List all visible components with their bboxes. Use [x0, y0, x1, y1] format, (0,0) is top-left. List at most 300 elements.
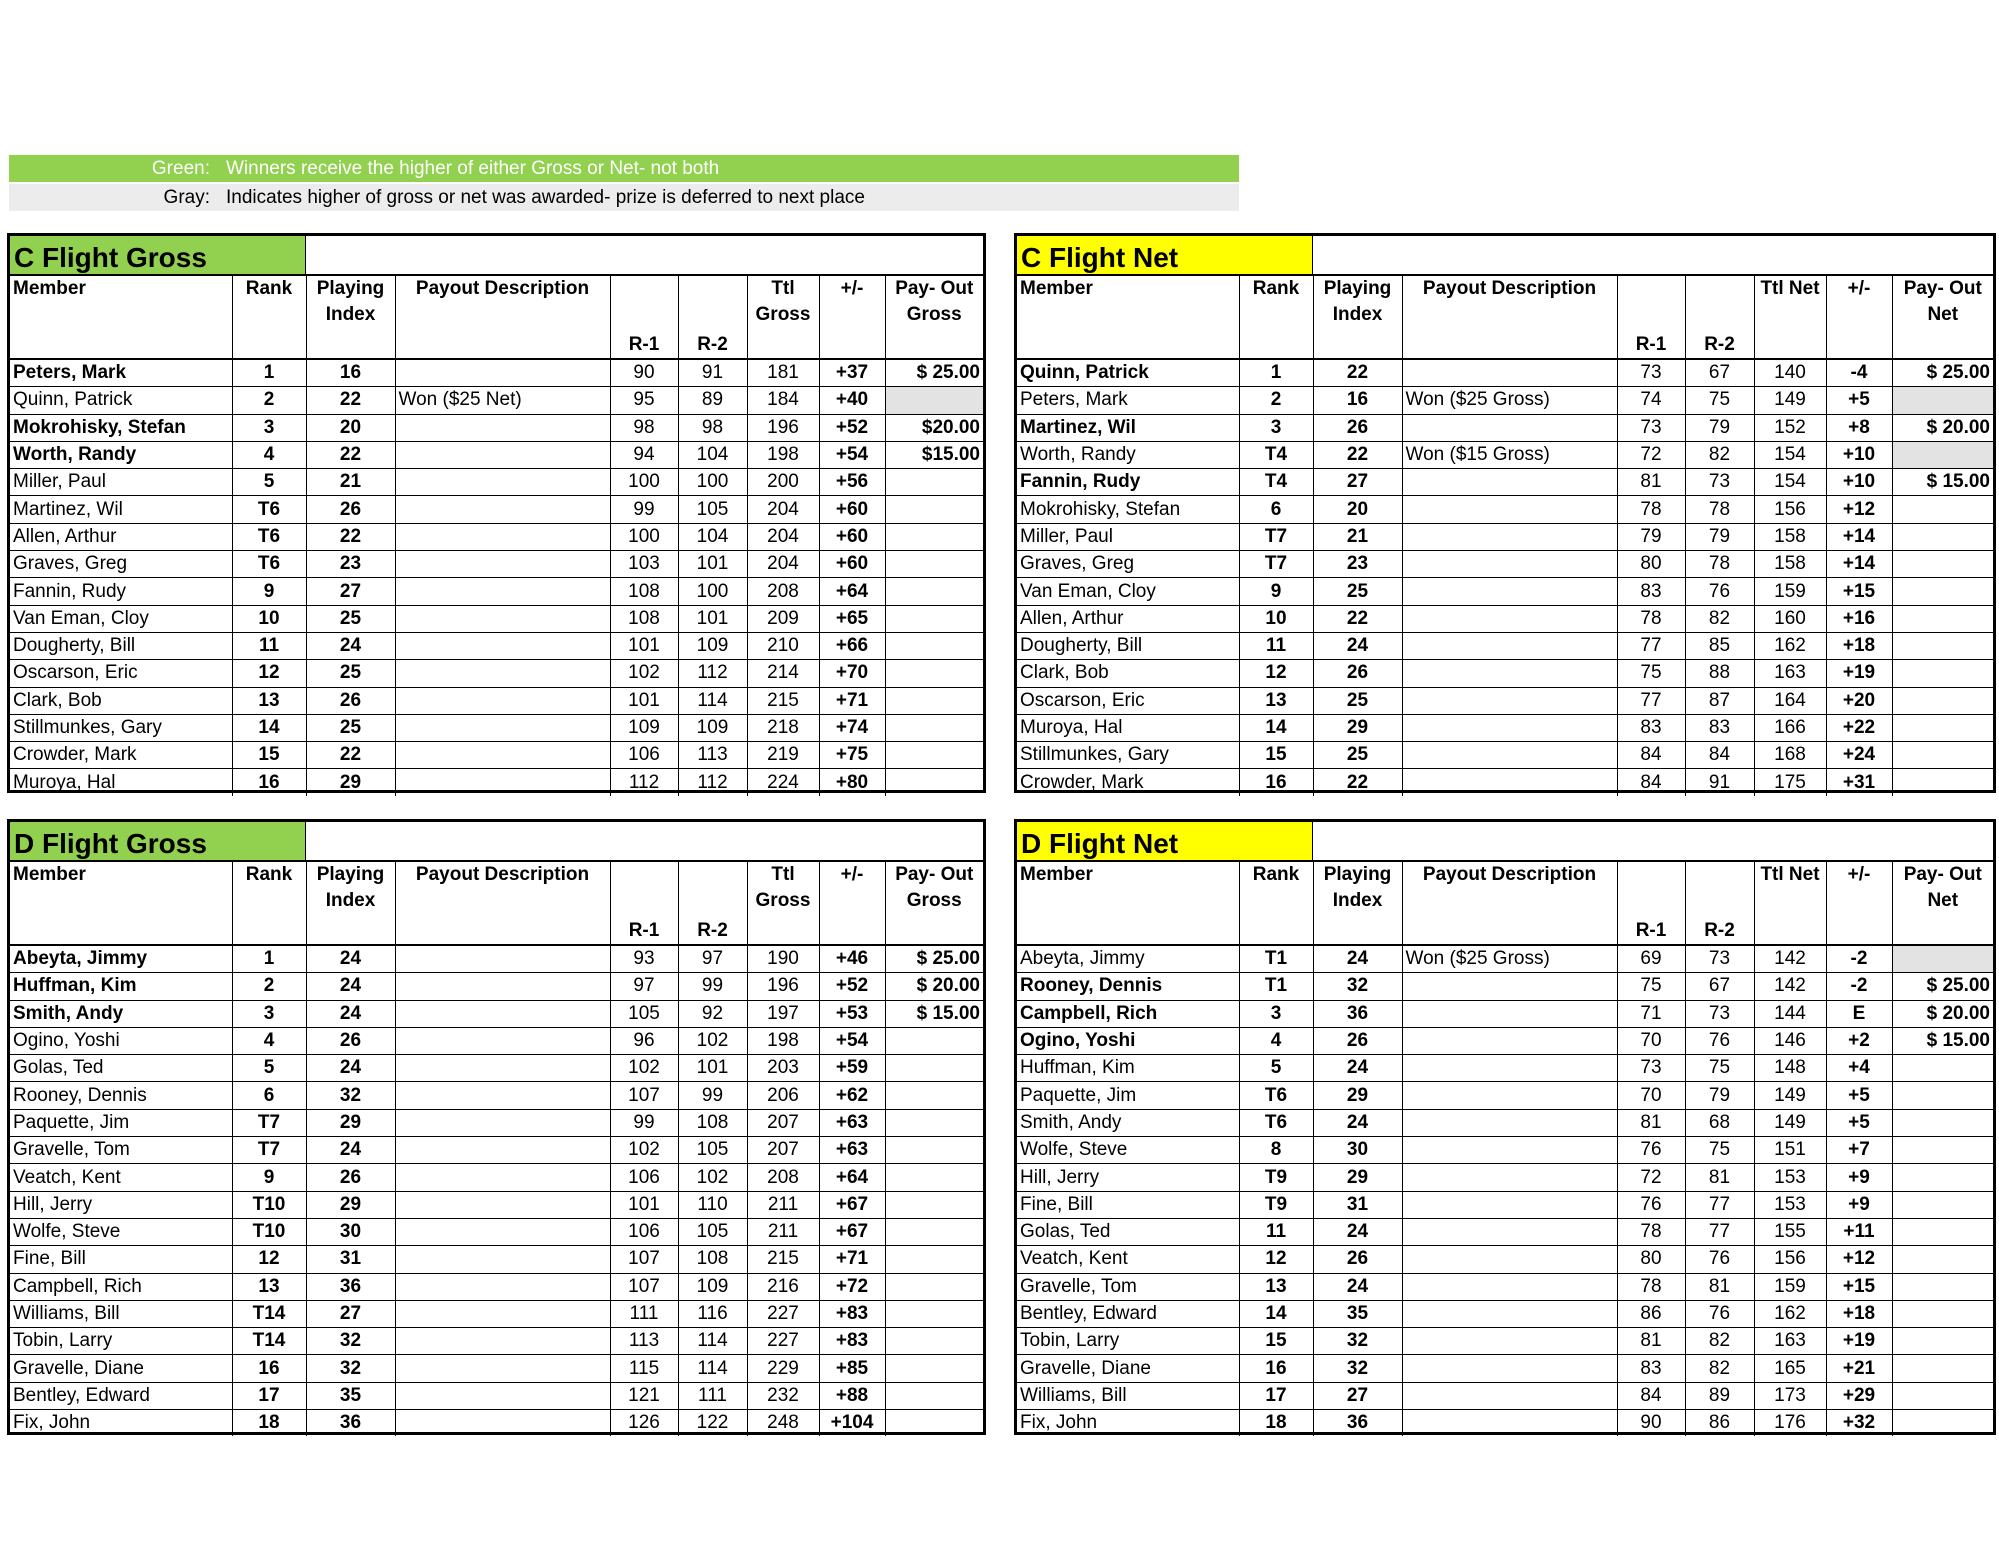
member-cell: Stillmunkes, Gary — [1017, 742, 1239, 769]
plus-minus-cell: +83 — [819, 1328, 885, 1355]
r1-cell: 76 — [1617, 1137, 1685, 1164]
r2-cell: 88 — [1685, 660, 1754, 687]
r2-cell: 67 — [1685, 973, 1754, 1000]
playing-index-cell: 26 — [1313, 1027, 1402, 1054]
playing-index-cell: 32 — [306, 1082, 395, 1109]
member-cell: Fix, John — [1017, 1410, 1239, 1437]
table-row — [10, 1000, 983, 1027]
total-cell: 165 — [1754, 1355, 1826, 1382]
plus-minus-cell: +63 — [819, 1137, 885, 1164]
member-cell: Huffman, Kim — [1017, 1055, 1239, 1082]
table-row — [10, 769, 983, 796]
legend-green-key: Green: — [151, 157, 210, 179]
payout-description-cell — [1402, 1246, 1617, 1273]
playing-index-cell: 24 — [306, 1000, 395, 1027]
payout-cell — [885, 1055, 983, 1082]
plus-minus-cell: +80 — [819, 769, 885, 796]
member-cell: Dougherty, Bill — [10, 632, 232, 659]
r2-header-label: R-2 — [697, 334, 728, 355]
r2-cell: 108 — [678, 1246, 747, 1273]
rank-header: Rank — [1239, 862, 1313, 945]
member-cell: Gravelle, Diane — [1017, 1355, 1239, 1382]
total-cell: 207 — [747, 1109, 819, 1136]
r1-cell: 97 — [610, 973, 678, 1000]
payout-description-cell — [1402, 1027, 1617, 1054]
total-header: Ttl Gross — [747, 862, 819, 945]
playing-index-cell: 23 — [306, 551, 395, 578]
member-cell: Golas, Ted — [1017, 1218, 1239, 1245]
d-flight-gross-table — [7, 819, 986, 1435]
playing-index-cell: 22 — [1313, 359, 1402, 387]
payout-cell — [885, 1109, 983, 1136]
table-row — [1017, 1218, 1993, 1245]
playing-index-cell: 32 — [306, 1355, 395, 1382]
member-cell: Oscarson, Eric — [1017, 687, 1239, 714]
rank-cell: T9 — [1239, 1191, 1313, 1218]
payout-cell — [1892, 1273, 1993, 1300]
r1-cell: 72 — [1617, 1164, 1685, 1191]
playing-index-header: Playing Index — [1313, 862, 1402, 945]
r2-cell: 109 — [678, 714, 747, 741]
table-row — [1017, 1082, 1993, 1109]
playing-index-header: Playing Index — [306, 276, 395, 359]
r1-header — [610, 276, 678, 359]
payout-cell — [885, 605, 983, 632]
rank-cell: 13 — [1239, 687, 1313, 714]
total-cell: 159 — [1754, 1273, 1826, 1300]
table-row — [10, 605, 983, 632]
total-cell: 154 — [1754, 469, 1826, 496]
payout-cell — [1892, 1300, 1993, 1327]
payout-cell — [1892, 742, 1993, 769]
r1-cell: 90 — [610, 359, 678, 387]
table-row — [10, 496, 983, 523]
table-row — [10, 551, 983, 578]
payout-cell — [885, 1218, 983, 1245]
member-cell: Golas, Ted — [10, 1055, 232, 1082]
table-row — [10, 1055, 983, 1082]
total-cell: 148 — [1754, 1055, 1826, 1082]
plus-minus-header: +/- — [819, 862, 885, 945]
plus-minus-header: +/- — [819, 276, 885, 359]
table-row — [10, 1328, 983, 1355]
total-cell: 204 — [747, 551, 819, 578]
rank-cell: T14 — [232, 1328, 306, 1355]
playing-index-cell: 25 — [1313, 578, 1402, 605]
member-cell: Miller, Paul — [10, 469, 232, 496]
plus-minus-cell: +74 — [819, 714, 885, 741]
r1-cell: 84 — [1617, 1382, 1685, 1409]
rank-cell: 12 — [232, 1246, 306, 1273]
payout-cell — [885, 1355, 983, 1382]
payout-cell — [1892, 945, 1993, 973]
payout-description-cell — [1402, 551, 1617, 578]
r1-cell: 107 — [610, 1246, 678, 1273]
plus-minus-header: +/- — [1826, 862, 1892, 945]
rank-cell: 3 — [1239, 414, 1313, 441]
rank-cell: 18 — [232, 1410, 306, 1437]
playing-index-cell: 21 — [1313, 523, 1402, 550]
rank-cell: 17 — [232, 1382, 306, 1409]
table-row — [1017, 973, 1993, 1000]
payout-description-cell — [395, 359, 610, 387]
r1-cell: 96 — [610, 1027, 678, 1054]
r1-cell: 70 — [1617, 1027, 1685, 1054]
rank-cell: 11 — [1239, 632, 1313, 659]
member-cell: Bentley, Edward — [10, 1382, 232, 1409]
total-cell: 206 — [747, 1082, 819, 1109]
total-cell: 162 — [1754, 632, 1826, 659]
r2-cell: 100 — [678, 469, 747, 496]
flight-title: C Flight Gross — [10, 236, 306, 274]
payout-header: Pay- Out Gross — [885, 862, 983, 945]
rank-cell: 3 — [232, 414, 306, 441]
plus-minus-cell: +70 — [819, 660, 885, 687]
total-cell: 229 — [747, 1355, 819, 1382]
payout-description-cell — [395, 1082, 610, 1109]
r1-cell: 94 — [610, 441, 678, 468]
r2-cell: 116 — [678, 1300, 747, 1327]
playing-index-cell: 21 — [306, 469, 395, 496]
payout-description-cell: Won ($15 Gross) — [1402, 441, 1617, 468]
r1-cell: 111 — [610, 1300, 678, 1327]
r1-cell: 126 — [610, 1410, 678, 1437]
r2-header — [1685, 276, 1754, 359]
plus-minus-cell: +54 — [819, 1027, 885, 1054]
rank-cell: 14 — [1239, 714, 1313, 741]
r1-cell: 76 — [1617, 1191, 1685, 1218]
flight-title: D Flight Gross — [10, 822, 306, 860]
member-cell: Crowder, Mark — [1017, 769, 1239, 796]
total-cell: 215 — [747, 1246, 819, 1273]
member-cell: Ogino, Yoshi — [10, 1027, 232, 1054]
r2-header — [678, 862, 747, 945]
total-cell: 208 — [747, 1164, 819, 1191]
r2-cell: 97 — [678, 945, 747, 973]
rank-cell: T1 — [1239, 973, 1313, 1000]
payout-cell: $ 25.00 — [885, 945, 983, 973]
playing-index-cell: 29 — [1313, 1082, 1402, 1109]
payout-description-cell — [1402, 687, 1617, 714]
r2-cell: 100 — [678, 578, 747, 605]
r1-cell: 102 — [610, 1137, 678, 1164]
payout-cell: $ 15.00 — [885, 1000, 983, 1027]
payout-cell — [1892, 523, 1993, 550]
r2-cell: 77 — [1685, 1191, 1754, 1218]
member-cell: Van Eman, Cloy — [10, 605, 232, 632]
rank-cell: 10 — [232, 605, 306, 632]
member-cell: Gravelle, Diane — [10, 1355, 232, 1382]
r2-cell: 85 — [1685, 632, 1754, 659]
table-row — [1017, 1328, 1993, 1355]
r1-header — [1617, 276, 1685, 359]
r2-cell: 75 — [1685, 1137, 1754, 1164]
plus-minus-cell: +66 — [819, 632, 885, 659]
playing-index-cell: 32 — [1313, 1355, 1402, 1382]
r2-cell: 101 — [678, 1055, 747, 1082]
total-cell: 142 — [1754, 945, 1826, 973]
plus-minus-cell: +18 — [1826, 1300, 1892, 1327]
playing-index-cell: 30 — [1313, 1137, 1402, 1164]
r1-cell: 108 — [610, 605, 678, 632]
playing-index-header: Playing Index — [306, 862, 395, 945]
rank-cell: 8 — [1239, 1137, 1313, 1164]
member-cell: Peters, Mark — [1017, 387, 1239, 414]
payout-cell — [885, 1082, 983, 1109]
r2-cell: 114 — [678, 1355, 747, 1382]
member-cell: Veatch, Kent — [1017, 1246, 1239, 1273]
r1-cell: 121 — [610, 1382, 678, 1409]
playing-index-cell: 36 — [306, 1273, 395, 1300]
playing-index-cell: 25 — [306, 714, 395, 741]
table-row — [1017, 578, 1993, 605]
rank-cell: 14 — [232, 714, 306, 741]
r2-cell: 73 — [1685, 1000, 1754, 1027]
payout-description-cell — [395, 1055, 610, 1082]
r2-cell: 102 — [678, 1164, 747, 1191]
total-cell: 198 — [747, 441, 819, 468]
playing-index-cell: 26 — [306, 1027, 395, 1054]
r2-cell: 82 — [1685, 605, 1754, 632]
playing-index-cell: 24 — [306, 973, 395, 1000]
legend — [9, 155, 1239, 211]
member-cell: Smith, Andy — [10, 1000, 232, 1027]
payout-cell — [885, 1382, 983, 1409]
r2-cell: 104 — [678, 523, 747, 550]
total-cell: 163 — [1754, 660, 1826, 687]
playing-index-cell: 29 — [1313, 714, 1402, 741]
rank-header: Rank — [1239, 276, 1313, 359]
payout-description-cell — [395, 687, 610, 714]
table-row — [1017, 742, 1993, 769]
r2-cell: 84 — [1685, 742, 1754, 769]
total-cell: 142 — [1754, 973, 1826, 1000]
rank-cell: 13 — [232, 1273, 306, 1300]
payout-cell — [885, 1300, 983, 1327]
r2-cell: 99 — [678, 973, 747, 1000]
r2-cell: 101 — [678, 551, 747, 578]
playing-index-cell: 24 — [1313, 1218, 1402, 1245]
playing-index-cell: 27 — [1313, 1382, 1402, 1409]
plus-minus-cell: +14 — [1826, 551, 1892, 578]
payout-cell — [1892, 387, 1993, 414]
total-cell: 140 — [1754, 359, 1826, 387]
playing-index-cell: 23 — [1313, 551, 1402, 578]
payout-description-cell — [1402, 1109, 1617, 1136]
r2-cell: 82 — [1685, 1355, 1754, 1382]
d-flight-net-table — [1014, 819, 1996, 1435]
playing-index-cell: 22 — [306, 441, 395, 468]
plus-minus-cell: +29 — [1826, 1382, 1892, 1409]
member-cell: Campbell, Rich — [10, 1273, 232, 1300]
payout-cell — [885, 714, 983, 741]
plus-minus-cell: +21 — [1826, 1355, 1892, 1382]
table-row — [1017, 1055, 1993, 1082]
payout-cell — [1892, 1191, 1993, 1218]
plus-minus-cell: +37 — [819, 359, 885, 387]
total-cell: 208 — [747, 578, 819, 605]
r1-cell: 78 — [1617, 1273, 1685, 1300]
playing-index-cell: 36 — [1313, 1000, 1402, 1027]
r2-cell: 109 — [678, 1273, 747, 1300]
table-row — [10, 1137, 983, 1164]
payout-description-cell — [395, 496, 610, 523]
playing-index-cell: 20 — [306, 414, 395, 441]
payout-description-cell — [395, 632, 610, 659]
member-cell: Hill, Jerry — [10, 1191, 232, 1218]
r1-cell: 90 — [1617, 1410, 1685, 1437]
playing-index-cell: 24 — [1313, 1055, 1402, 1082]
r1-cell: 106 — [610, 1218, 678, 1245]
r2-cell: 82 — [1685, 441, 1754, 468]
table-row — [1017, 1300, 1993, 1327]
payout-description-cell — [1402, 1273, 1617, 1300]
r1-header-label: R-1 — [1635, 334, 1667, 355]
playing-index-cell: 26 — [306, 687, 395, 714]
member-cell: Dougherty, Bill — [1017, 632, 1239, 659]
rank-cell: 12 — [232, 660, 306, 687]
total-cell: 158 — [1754, 523, 1826, 550]
total-cell: 151 — [1754, 1137, 1826, 1164]
playing-index-cell: 26 — [306, 1164, 395, 1191]
payout-description-cell — [1402, 769, 1617, 796]
member-cell: Fix, John — [10, 1410, 232, 1437]
r1-cell: 112 — [610, 769, 678, 796]
rank-cell: T10 — [232, 1218, 306, 1245]
member-cell: Wolfe, Steve — [1017, 1137, 1239, 1164]
payout-cell — [885, 769, 983, 796]
r1-cell: 84 — [1617, 769, 1685, 796]
payout-description-cell — [1402, 1082, 1617, 1109]
plus-minus-cell: +60 — [819, 496, 885, 523]
total-cell: 158 — [1754, 551, 1826, 578]
payout-cell — [885, 1137, 983, 1164]
playing-index-cell: 35 — [1313, 1300, 1402, 1327]
r1-cell: 115 — [610, 1355, 678, 1382]
legend-gray-text: Indicates higher of gross or net was awarded- prize is deferred to next place — [226, 186, 865, 208]
rank-cell: 15 — [232, 742, 306, 769]
plus-minus-cell: +16 — [1826, 605, 1892, 632]
plus-minus-cell: +5 — [1826, 1082, 1892, 1109]
total-cell: 203 — [747, 1055, 819, 1082]
r2-header-label: R-2 — [1704, 920, 1735, 941]
payout-cell — [1892, 660, 1993, 687]
member-cell: Gravelle, Tom — [10, 1137, 232, 1164]
payout-cell — [885, 1164, 983, 1191]
rank-cell: 9 — [1239, 578, 1313, 605]
table-row — [10, 359, 983, 387]
payout-description-cell — [1402, 523, 1617, 550]
r1-cell: 83 — [1617, 714, 1685, 741]
table-row — [10, 523, 983, 550]
r1-cell: 78 — [1617, 496, 1685, 523]
plus-minus-cell: +65 — [819, 605, 885, 632]
plus-minus-cell: +59 — [819, 1055, 885, 1082]
payout-description-cell — [1402, 1218, 1617, 1245]
rank-header: Rank — [232, 862, 306, 945]
member-cell: Martinez, Wil — [1017, 414, 1239, 441]
r2-cell: 79 — [1685, 1082, 1754, 1109]
payout-description-cell — [1402, 469, 1617, 496]
payout-cell — [885, 1246, 983, 1273]
table-row — [1017, 1164, 1993, 1191]
payout-description-cell — [1402, 1000, 1617, 1027]
rank-header: Rank — [232, 276, 306, 359]
rank-cell: 6 — [232, 1082, 306, 1109]
playing-index-cell: 29 — [306, 1109, 395, 1136]
legend-green-row — [9, 155, 1239, 182]
playing-index-cell: 22 — [1313, 769, 1402, 796]
total-cell: 218 — [747, 714, 819, 741]
r2-header — [678, 276, 747, 359]
rank-cell: T4 — [1239, 441, 1313, 468]
payout-cell — [1892, 605, 1993, 632]
rank-cell: 2 — [232, 973, 306, 1000]
plus-minus-cell: +60 — [819, 551, 885, 578]
payout-description-cell — [1402, 496, 1617, 523]
r1-cell: 95 — [610, 387, 678, 414]
total-cell: 248 — [747, 1410, 819, 1437]
r1-cell: 75 — [1617, 973, 1685, 1000]
table-row — [1017, 769, 1993, 796]
member-cell: Fannin, Rudy — [1017, 469, 1239, 496]
r2-cell: 83 — [1685, 714, 1754, 741]
table-row — [1017, 469, 1993, 496]
r2-cell: 112 — [678, 660, 747, 687]
c-flight-net-table — [1014, 233, 1996, 793]
r1-header — [1617, 862, 1685, 945]
playing-index-cell: 31 — [1313, 1191, 1402, 1218]
playing-index-cell: 35 — [306, 1382, 395, 1409]
r2-cell: 77 — [1685, 1218, 1754, 1245]
plus-minus-cell: +54 — [819, 441, 885, 468]
r2-cell: 105 — [678, 1137, 747, 1164]
member-cell: Crowder, Mark — [10, 742, 232, 769]
plus-minus-cell: +52 — [819, 414, 885, 441]
payout-cell — [1892, 687, 1993, 714]
member-cell: Williams, Bill — [10, 1300, 232, 1327]
r1-cell: 78 — [1617, 605, 1685, 632]
member-cell: Graves, Greg — [1017, 551, 1239, 578]
plus-minus-cell: +24 — [1826, 742, 1892, 769]
r1-cell: 98 — [610, 414, 678, 441]
payout-cell — [1892, 1082, 1993, 1109]
plus-minus-cell: +83 — [819, 1300, 885, 1327]
total-cell: 197 — [747, 1000, 819, 1027]
member-cell: Abeyta, Jimmy — [1017, 945, 1239, 973]
total-cell: 224 — [747, 769, 819, 796]
member-cell: Hill, Jerry — [1017, 1164, 1239, 1191]
payout-description-cell — [395, 1027, 610, 1054]
r1-cell: 93 — [610, 945, 678, 973]
payout-cell — [1892, 769, 1993, 796]
plus-minus-cell: +85 — [819, 1355, 885, 1382]
r2-cell: 122 — [678, 1410, 747, 1437]
total-cell: 149 — [1754, 387, 1826, 414]
table-row — [1017, 1273, 1993, 1300]
flight-title: D Flight Net — [1017, 822, 1313, 860]
r2-cell: 108 — [678, 1109, 747, 1136]
payout-cell — [885, 1027, 983, 1054]
plus-minus-cell: +40 — [819, 387, 885, 414]
r2-cell: 114 — [678, 1328, 747, 1355]
r1-cell: 107 — [610, 1082, 678, 1109]
r1-cell: 101 — [610, 632, 678, 659]
r1-cell: 81 — [1617, 1109, 1685, 1136]
r2-cell: 113 — [678, 742, 747, 769]
standings-table — [10, 276, 983, 796]
payout-cell — [1892, 1355, 1993, 1382]
